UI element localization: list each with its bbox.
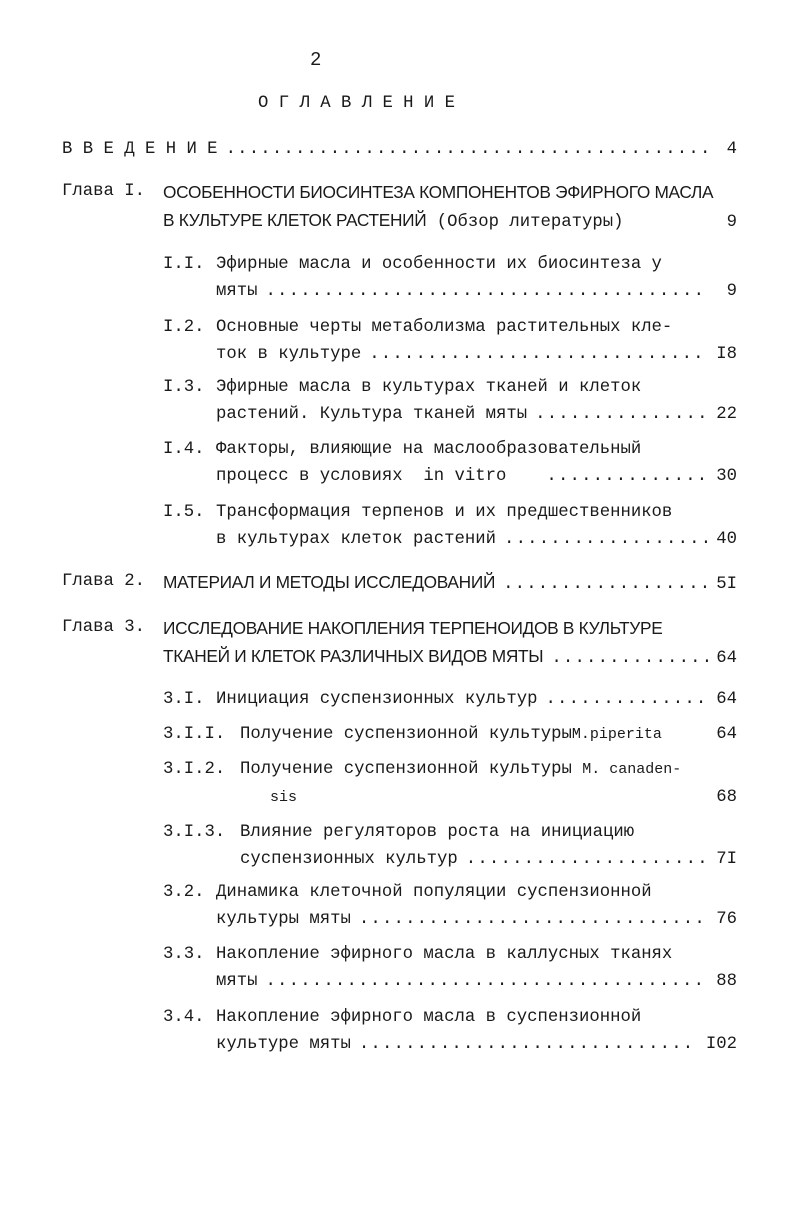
- chapter-number: Глава 2.: [62, 572, 145, 591]
- section-number: 3.I.I.: [163, 725, 226, 744]
- section-title-line: [216, 689, 737, 711]
- entry-title: В КУЛЬТУРЕ КЛЕТОК РАСТЕНИЙ: [163, 210, 427, 230]
- entry-title: культуры мяты: [216, 910, 351, 929]
- section-title: [240, 759, 681, 781]
- species-name: M. canaden-: [582, 761, 682, 778]
- page-title: О Г Л А В Л Е Н И Е: [258, 94, 456, 113]
- dot-leader: [226, 139, 709, 161]
- dot-leader: [265, 281, 709, 303]
- species-name: M.piperita: [571, 726, 662, 743]
- entry-page: 30: [716, 467, 737, 486]
- entry-page: 68: [716, 788, 737, 807]
- entry-page: I02: [705, 1035, 737, 1054]
- dot-leader: [545, 689, 708, 711]
- section-number: I.5.: [163, 503, 205, 522]
- section-title: Основные черты метаболизма растительных кле-: [216, 318, 673, 337]
- entry-note: (Обзор литературы): [436, 213, 624, 232]
- entry-page: 64: [716, 649, 737, 668]
- section-title-line2: [216, 281, 737, 303]
- entry-title: культуре мяты: [216, 1035, 351, 1054]
- entry-title: ТКАНЕЙ И КЛЕТОК РАЗЛИЧНЫХ ВИДОВ МЯТЫ: [163, 646, 544, 666]
- entry-title: Получение суспензионной культуры: [240, 760, 572, 779]
- section-number: I.I.: [163, 255, 205, 274]
- dot-leader: [265, 971, 708, 993]
- entry-title: МАТЕРИАЛ И МЕТОДЫ ИССЛЕДОВАНИЙ: [163, 572, 496, 592]
- section-title-line2: [216, 971, 737, 993]
- section-title-line2: [216, 404, 737, 426]
- section-title-line2: [216, 466, 737, 488]
- section-number: I.4.: [163, 440, 205, 459]
- section-title-line2: [270, 787, 737, 809]
- section-title: Трансформация терпенов и их предшественников: [216, 503, 673, 522]
- section-title: Факторы, влияющие на маслообразовательный: [216, 440, 642, 459]
- section-title-line: [240, 724, 737, 746]
- dot-leader: [503, 574, 708, 596]
- dot-leader: [359, 909, 708, 931]
- dot-leader: [546, 466, 708, 488]
- section-number: 3.3.: [163, 945, 205, 964]
- entry-page: 76: [716, 910, 737, 929]
- entry-page: 64: [716, 725, 737, 744]
- chapter-title-line: [163, 571, 737, 596]
- section-title-line2: [240, 849, 737, 871]
- section-number: 3.4.: [163, 1008, 205, 1027]
- entry-page: 88: [716, 972, 737, 991]
- dot-leader: [359, 1034, 698, 1056]
- entry-title: ток в культуре: [216, 345, 362, 364]
- entry-title: мяты: [216, 972, 258, 991]
- entry-title: Получение суспензионной культуры: [240, 725, 572, 744]
- entry-title: в культурах клеток растений: [216, 530, 497, 549]
- toc-entry-intro: [62, 139, 737, 161]
- chapter-title: ИССЛЕДОВАНИЕ НАКОПЛЕНИЯ ТЕРПЕНОИДОВ В КУЛЬТУРЕ: [163, 618, 663, 638]
- species-name-cont: sis: [270, 789, 298, 806]
- section-title-line2: [216, 529, 737, 551]
- dot-leader: [551, 648, 708, 670]
- chapter-title: ОСОБЕННОСТИ БИОСИНТЕЗА КОМПОНЕНТОВ ЭФИРНОГО МАСЛА: [163, 182, 714, 202]
- entry-title: В В Е Д Е Н И Е: [62, 140, 218, 159]
- entry-page: 64: [716, 690, 737, 709]
- section-title-line2: [216, 909, 737, 931]
- entry-page: 9: [726, 213, 737, 232]
- section-title: Эфирные масла и особенности их биосинтеза у: [216, 255, 662, 274]
- chapter-title-line2: [163, 209, 737, 234]
- section-number: 3.I.2.: [163, 760, 226, 779]
- section-number: 3.I.: [163, 690, 205, 709]
- section-title: Динамика клеточной популяции суспензионной: [216, 883, 652, 902]
- entry-page: 40: [716, 530, 737, 549]
- section-title: Влияние регуляторов роста на инициацию: [240, 823, 635, 842]
- entry-title: мяты: [216, 282, 258, 301]
- chapter-number: Глава 3.: [62, 618, 145, 637]
- entry-page: 4: [726, 140, 737, 159]
- chapter-title-line2: [163, 645, 737, 670]
- dot-leader: [466, 849, 708, 871]
- entry-title: суспензионных культур: [240, 850, 458, 869]
- entry-page: I8: [716, 345, 737, 364]
- entry-page: 5I: [716, 575, 737, 594]
- page-number: 2: [310, 49, 322, 71]
- entry-page: 22: [716, 405, 737, 424]
- section-title: Эфирные масла в культурах тканей и клеток: [216, 378, 642, 397]
- section-number: I.2.: [163, 318, 205, 337]
- entry-page: 9: [726, 282, 737, 301]
- section-title: Накопление эфирного масла в суспензионной: [216, 1008, 642, 1027]
- section-number: 3.I.3.: [163, 823, 226, 842]
- section-number: 3.2.: [163, 883, 205, 902]
- entry-title: процесс в условиях in vitro: [216, 467, 507, 486]
- chapter-number: Глава I.: [62, 182, 145, 201]
- entry-title: растений. Культура тканей мяты: [216, 405, 528, 424]
- section-number: I.3.: [163, 378, 205, 397]
- dot-leader: [504, 529, 708, 551]
- dot-leader: [535, 404, 708, 426]
- dot-leader: [369, 344, 708, 366]
- entry-page: 7I: [716, 850, 737, 869]
- section-title-line2: [216, 344, 737, 366]
- section-title: Накопление эфирного масла в каллусных тканях: [216, 945, 673, 964]
- section-title-line2: [216, 1034, 737, 1056]
- entry-title: Инициация суспензионных культур: [216, 690, 538, 709]
